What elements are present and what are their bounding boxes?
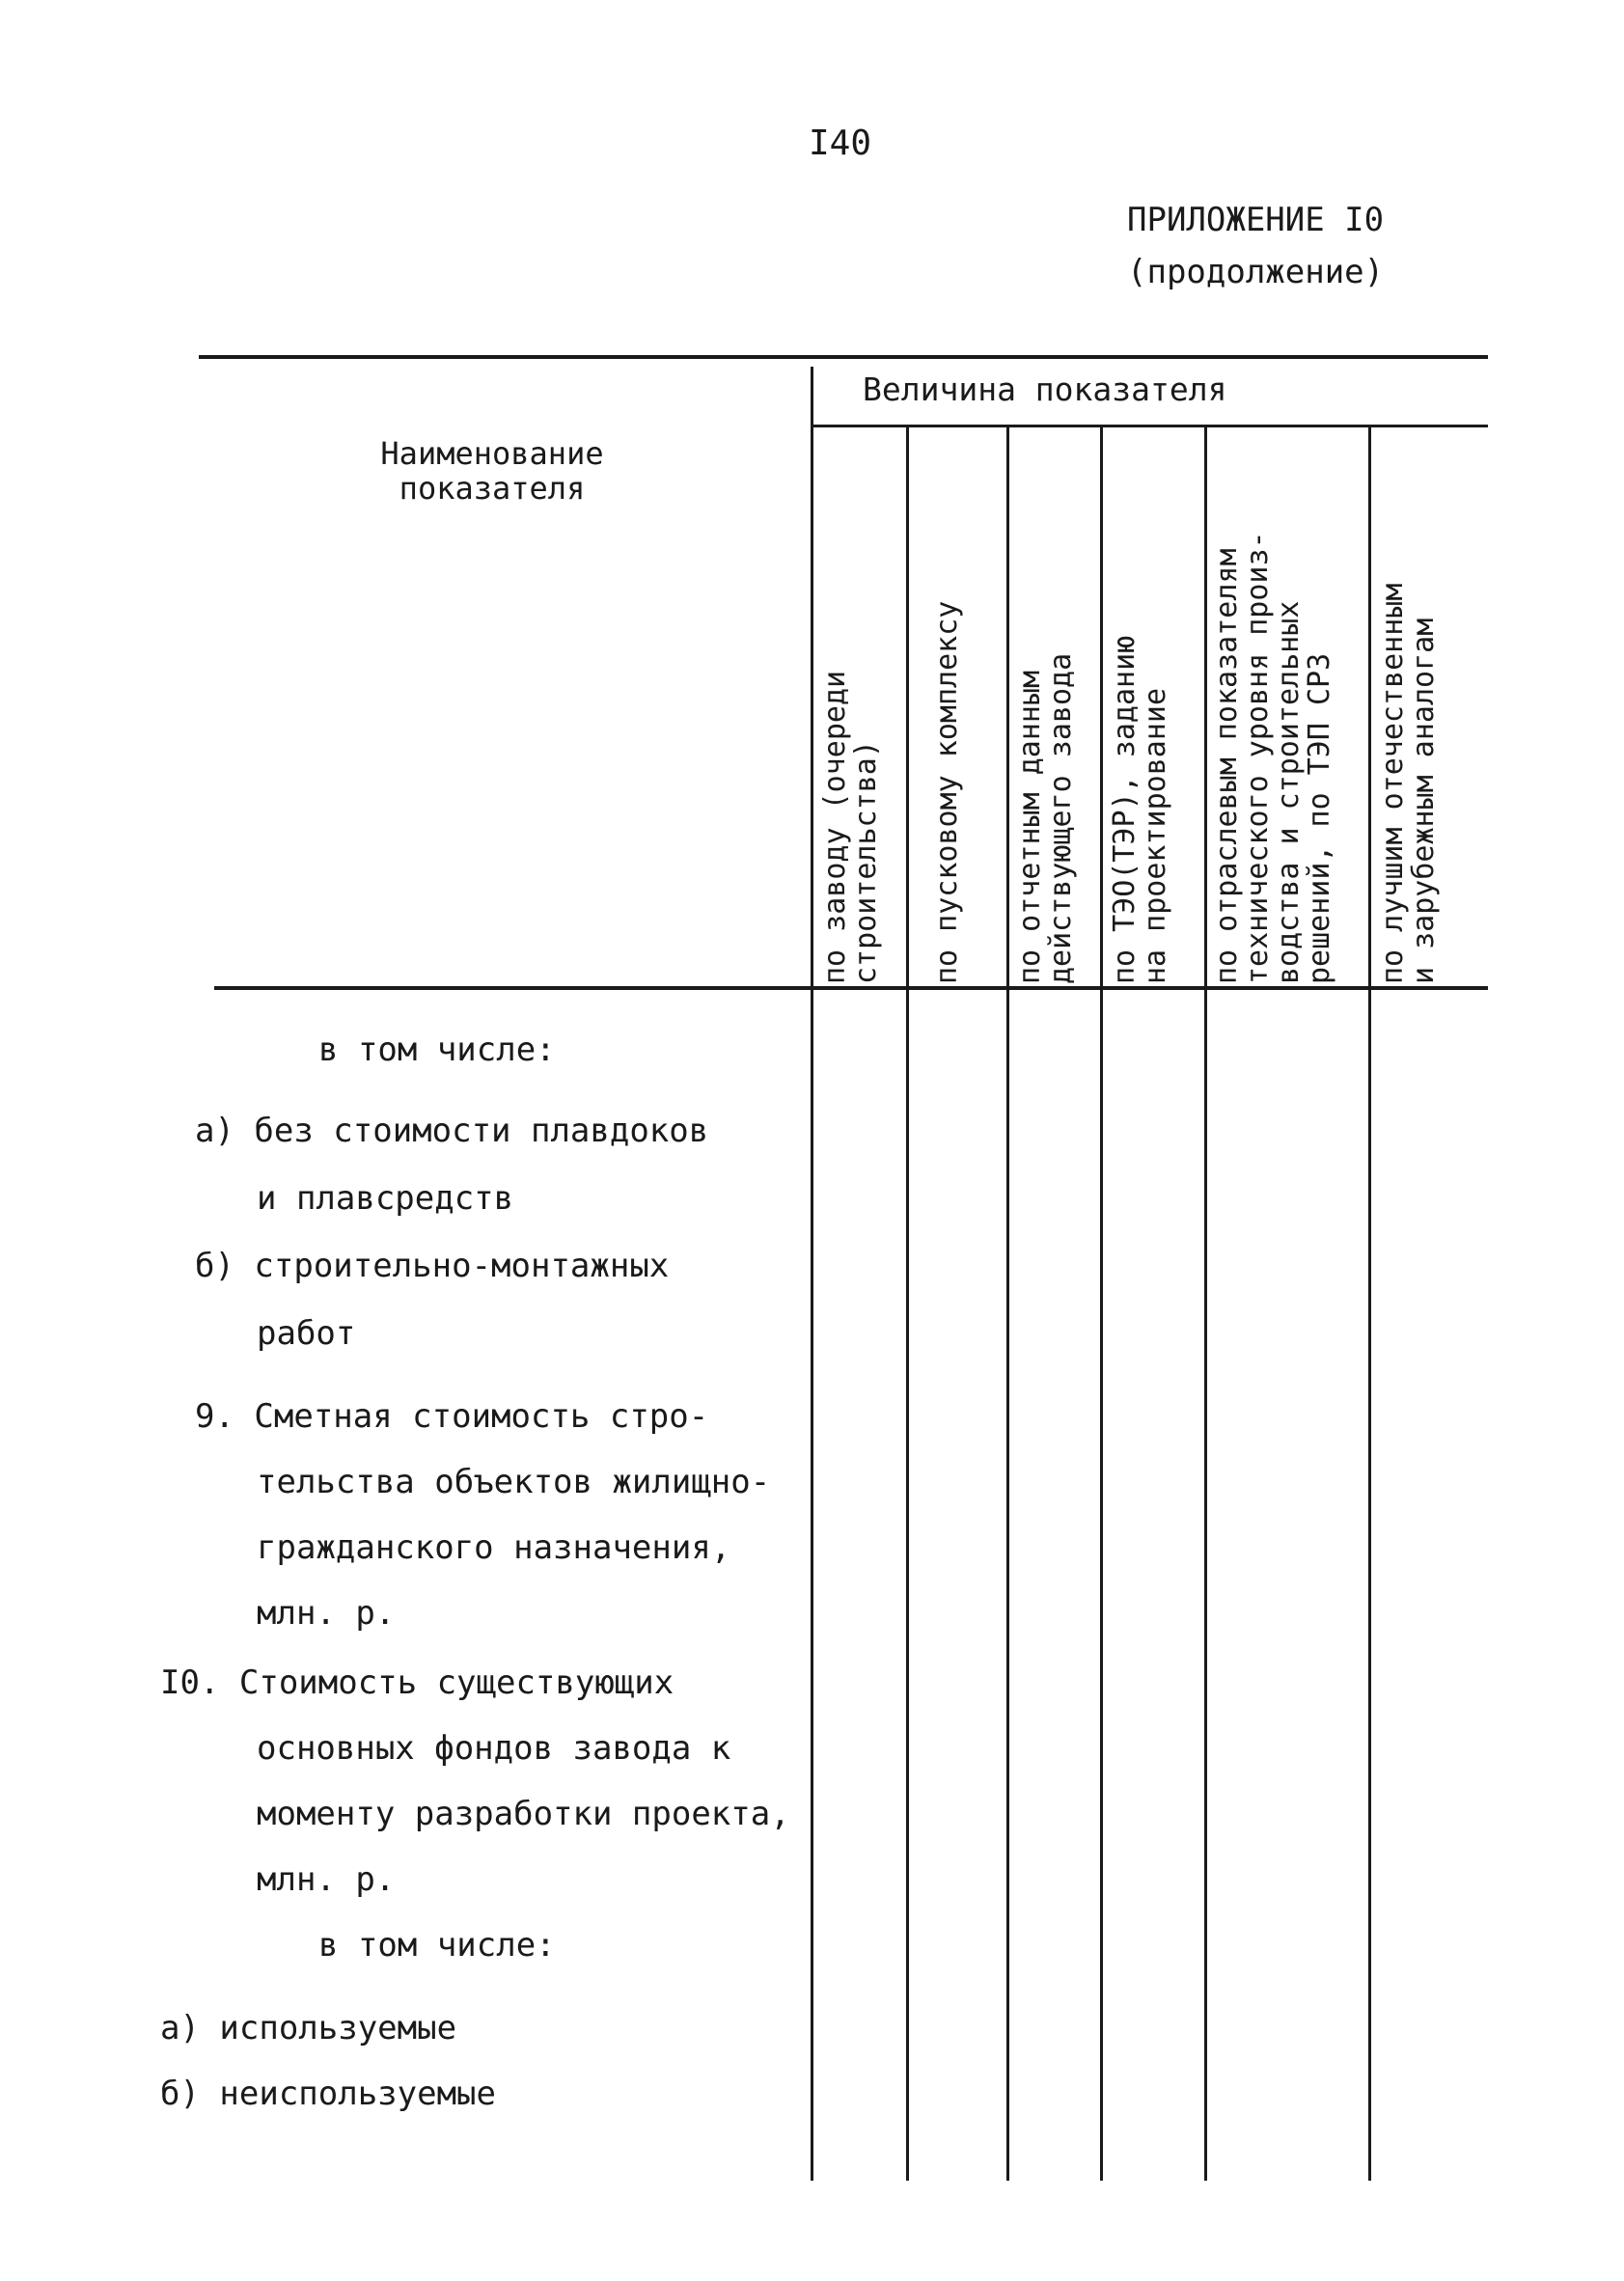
table-top-rule bbox=[199, 355, 1488, 359]
row-label: работ bbox=[257, 1314, 356, 1353]
column-divider bbox=[1006, 426, 1009, 2181]
column-header-feasibility-study: по ТЭО(ТЭР), заданию на проектирование bbox=[1108, 635, 1172, 984]
header-group-rule bbox=[812, 425, 1488, 427]
column-divider bbox=[1204, 426, 1207, 2181]
row-label: тельства объектов жилищно- bbox=[257, 1463, 771, 1501]
column-divider bbox=[811, 367, 813, 2181]
appendix-subtitle: (продолжение) bbox=[1127, 253, 1385, 291]
column-header-industry-indicators: по отраслевым показателям технического уровня произ- водства и строительных решений, по ТЭП СРЗ bbox=[1210, 531, 1336, 984]
row-label: гражданского назначения, bbox=[257, 1528, 731, 1567]
row-label: б) неиспользуемые bbox=[160, 2075, 496, 2113]
row-label: б) строительно-монтажных bbox=[195, 1247, 670, 1285]
row-label: млн. р. bbox=[257, 1594, 396, 1633]
column-header-best-analogues: по лучшим отечественным и зарубежным аналогам bbox=[1376, 583, 1441, 984]
column-divider bbox=[1368, 426, 1371, 2181]
appendix-title: ПРИЛОЖЕНИЕ I0 bbox=[1127, 201, 1385, 239]
column-header-operating-plant: по отчетным данным действующего завода bbox=[1013, 652, 1078, 984]
column-header-plant: по заводу (очереди строительства) bbox=[818, 670, 883, 984]
column-header-startup-complex: по пусковому комплексу bbox=[930, 600, 964, 984]
row-label: в том числе: bbox=[318, 1926, 556, 1965]
row-label: а) используемые bbox=[160, 2009, 457, 2047]
column-divider bbox=[906, 426, 909, 2181]
name-column-header: Наименование показателя bbox=[380, 435, 604, 507]
row-label: основных фондов завода к bbox=[257, 1729, 731, 1768]
row-label: моменту разработки проекта, bbox=[257, 1795, 790, 1833]
row-label: млн. р. bbox=[257, 1860, 396, 1899]
row-label: 9. Сметная стоимость стро- bbox=[195, 1397, 709, 1436]
header-group-label: Величина показателя bbox=[863, 371, 1227, 408]
row-label: в том числе: bbox=[318, 1031, 556, 1069]
column-divider bbox=[1100, 426, 1103, 2181]
row-label: I0. Стоимость существующих bbox=[160, 1663, 674, 1702]
row-label: а) без стоимости плавдоков bbox=[195, 1112, 709, 1150]
row-label: и плавсредств bbox=[257, 1179, 514, 1218]
page-number: I40 bbox=[809, 124, 872, 163]
header-bottom-rule bbox=[214, 986, 1488, 990]
